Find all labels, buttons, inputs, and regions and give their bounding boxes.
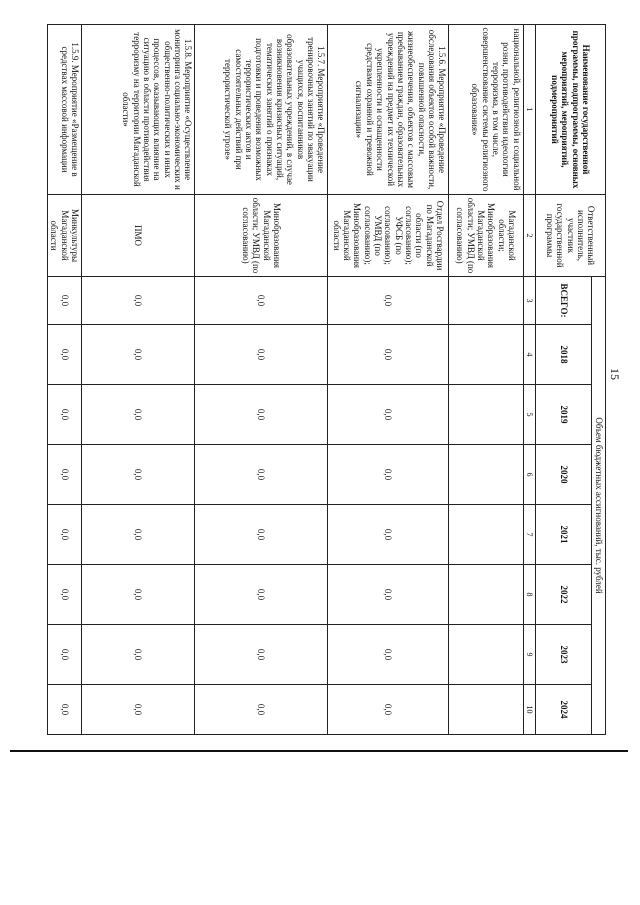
row-value: 0,0 (328, 445, 449, 505)
column-number: 6 (523, 445, 535, 505)
row-value: 0,0 (328, 685, 449, 735)
table-row (195, 25, 328, 735)
table-row (328, 25, 449, 735)
column-number: 9 (523, 625, 535, 685)
row-value: 0,0 (48, 325, 82, 385)
header-year: 2023 (536, 625, 592, 685)
row-value: 0,0 (48, 625, 82, 685)
row-value: 0,0 (195, 385, 328, 445)
row-value (449, 625, 524, 685)
row-value: 0,0 (48, 277, 82, 325)
column-number: 5 (523, 385, 535, 445)
header-year: 2021 (536, 505, 592, 565)
row-value: 0,0 (82, 445, 195, 505)
row-value: 0,0 (48, 385, 82, 445)
row-value: 0,0 (48, 565, 82, 625)
table-row (48, 25, 82, 735)
row-executor: Магаданской области; Минобразования Магаданской области; УМВД (по согласованию) (449, 195, 524, 277)
row-value: 0,0 (82, 625, 195, 685)
row-value (449, 505, 524, 565)
row-executor: Минкультуры Магаданской области (48, 195, 82, 277)
row-value: 0,0 (195, 505, 328, 565)
row-value: 0,0 (195, 685, 328, 735)
header-total: ВСЕГО: (536, 277, 592, 325)
rotated-content (47, 24, 622, 734)
column-number: 10 (523, 685, 535, 735)
row-value: 0,0 (195, 325, 328, 385)
row-value: 0,0 (82, 505, 195, 565)
table-row (449, 25, 524, 735)
row-value: 0,0 (328, 625, 449, 685)
row-value: 0,0 (82, 565, 195, 625)
row-value (449, 565, 524, 625)
column-number: 8 (523, 565, 535, 625)
row-executor: ПМО (82, 195, 195, 277)
row-name: 1.5.7. Мероприятие «Проведение тренировочных занятий по эвакуации учащихся, воспитанников образовательных учреждений, в случае возникновения кризисных ситуаций, тематических занятий о признаках подготовки и проведения возможных террористических актов и самостоятельных действий при террористической угрозе» (195, 25, 328, 195)
row-value: 0,0 (328, 277, 449, 325)
column-number: 4 (523, 325, 535, 385)
header-budget: Объем бюджетных ассигнований, тыс. рублей (592, 277, 606, 735)
row-value (449, 445, 524, 505)
row-value (449, 685, 524, 735)
header-name: Наименование государственной программы, подпрограммы, основных мероприятий, мероприятий, подмероприятий (536, 25, 606, 195)
row-value: 0,0 (195, 565, 328, 625)
row-executor: Отдел Росгвардии по Магаданской области (по согласованию); УФСБ (по согласованию); УМВД (по согласованию); Минобразования Магаданской области (328, 195, 449, 277)
scan-divider-line (10, 750, 628, 752)
row-name: 1.5.6. Мероприятие «Проведение обследования объектов особой важности, повышенной опасности, жизнеобеспечения, объектов с массовым пребыванием граждан, образовательных учреждений на предмет их технической укрепленности и оснащенности средствами охранной и тревожной сигнализации» (328, 25, 449, 195)
row-value: 0,0 (328, 505, 449, 565)
row-value: 0,0 (48, 445, 82, 505)
table-row (82, 25, 195, 735)
budget-table (47, 24, 606, 735)
row-name: национальной, религиозной и социальной розни, противодействия идеологии терроризма, в том числе, совершенствование системы религиозного образования» (449, 25, 524, 195)
row-value: 0,0 (82, 385, 195, 445)
row-value: 0,0 (195, 625, 328, 685)
row-value: 0,0 (328, 565, 449, 625)
row-value: 0,0 (328, 385, 449, 445)
column-number: 2 (523, 195, 535, 277)
column-number: 3 (523, 277, 535, 325)
row-value: 0,0 (48, 505, 82, 565)
row-value: 0,0 (48, 685, 82, 735)
row-value: 0,0 (82, 277, 195, 325)
header-year: 2020 (536, 445, 592, 505)
row-value: 0,0 (82, 685, 195, 735)
header-executor: Ответственный исполнитель, участник государственной программы (536, 195, 606, 277)
row-value: 0,0 (328, 325, 449, 385)
header-year: 2024 (536, 685, 592, 735)
column-number: 1 (523, 25, 535, 195)
header-year: 2019 (536, 385, 592, 445)
page-number: 15 (608, 368, 622, 380)
row-value (449, 325, 524, 385)
row-value (449, 277, 524, 325)
header-year: 2018 (536, 325, 592, 385)
row-name: 1.5.9. Мероприятие «Размещение в средствах массовой информации (48, 25, 82, 195)
column-number: 7 (523, 505, 535, 565)
row-executor: Минобразования Магаданской области; УМВД (по согласованию) (195, 195, 328, 277)
row-value: 0,0 (82, 325, 195, 385)
row-value: 0,0 (195, 277, 328, 325)
row-value: 0,0 (195, 445, 328, 505)
row-name: 1.5.8. Мероприятие «Осуществление мониторинга социально-экономических и общественно-политических и иных процессов, оказывающих влияние на ситуацию в области противодействия терроризму на территории Магаданской области» (82, 25, 195, 195)
row-value (449, 385, 524, 445)
header-year: 2022 (536, 565, 592, 625)
